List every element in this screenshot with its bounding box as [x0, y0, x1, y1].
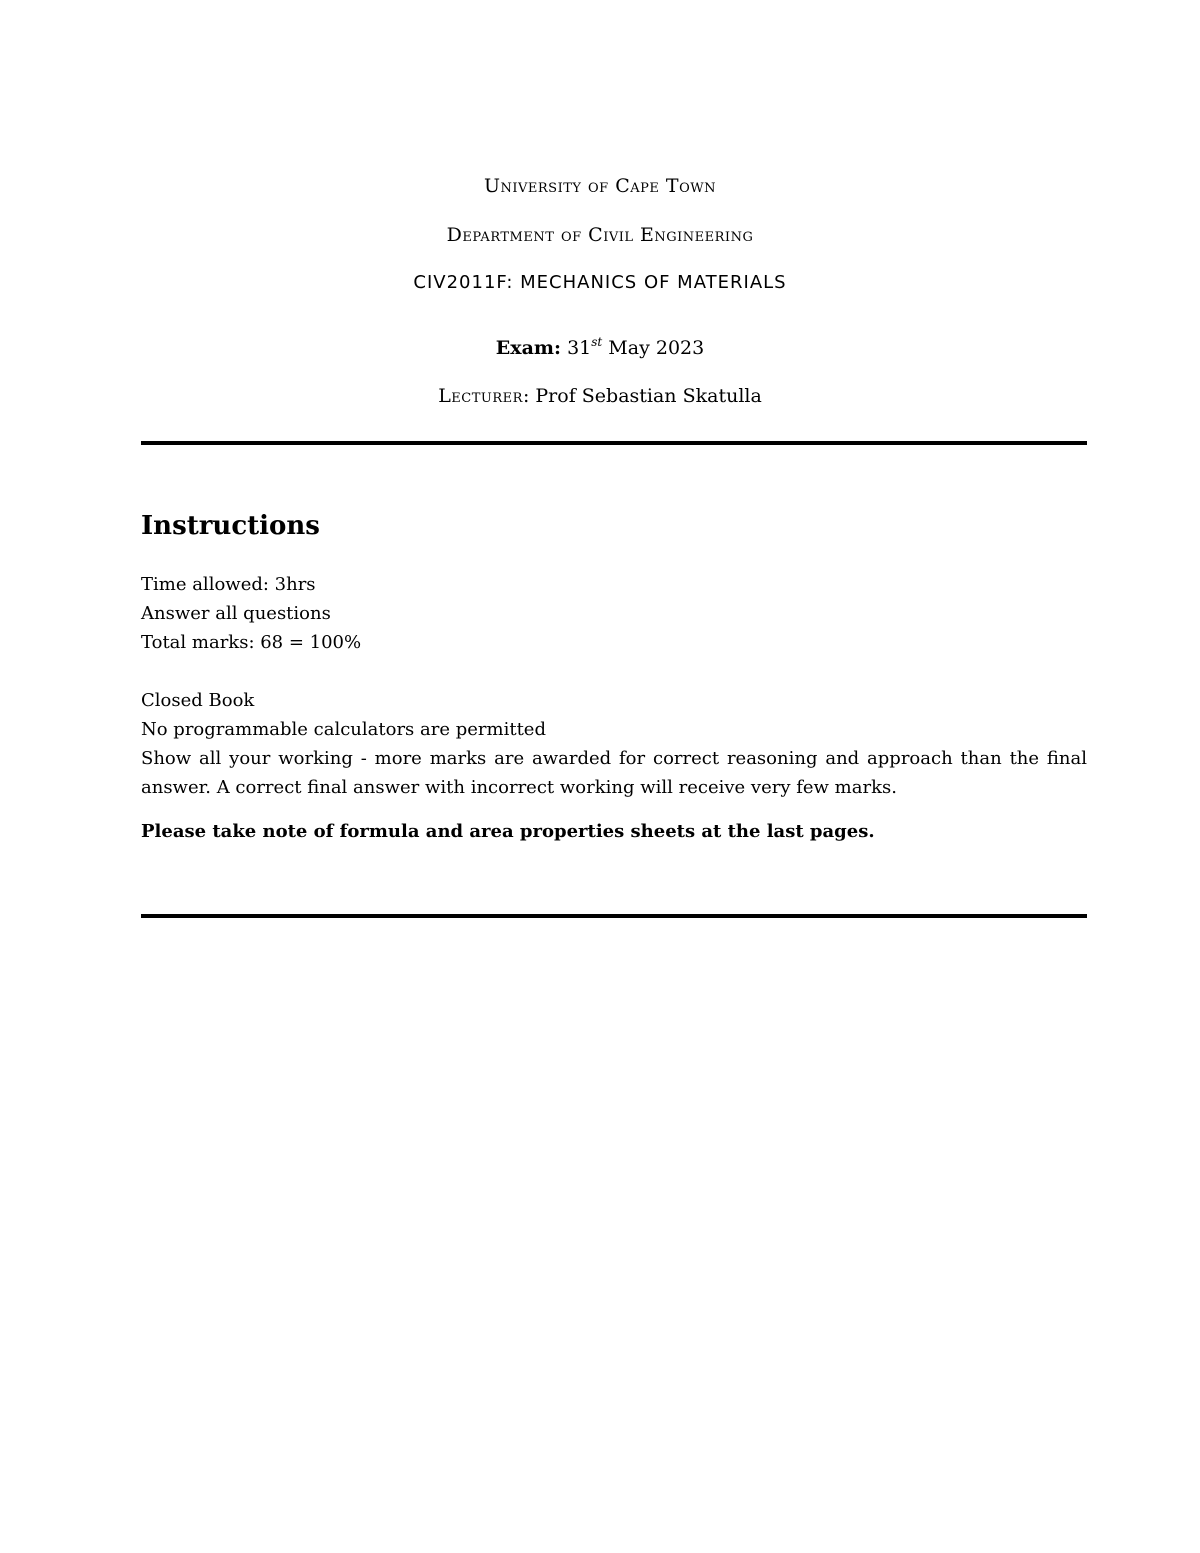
time-allowed: Time allowed: 3hrs — [141, 574, 316, 595]
answer-all: Answer all questions — [141, 603, 331, 624]
university-name: University of Cape Town — [483, 175, 716, 197]
formula-sheet-note: Please take note of formula and area properties sheets at the last pages. — [141, 821, 875, 842]
lecturer-name: Prof Sebastian Skatulla — [535, 385, 762, 407]
department-name: Department of Civil Engineering — [446, 224, 754, 246]
show-working: Show all your working - more marks are awarded for correct reasoning and approach than the final answer. A correct final answer with incorrect working will receive very few marks. — [141, 748, 1087, 798]
closed-book: Closed Book — [141, 690, 255, 711]
course-title: CIV2011F: MECHANICS OF MATERIALS — [413, 272, 787, 293]
top-divider — [141, 441, 1087, 445]
lecturer-line: Lecturer: Prof Sebastian Skatulla — [438, 385, 762, 407]
exam-day: 31 — [567, 337, 592, 359]
exam-date — [0, 336, 1200, 360]
total-marks: Total marks: 68 = 100% — [141, 632, 362, 653]
exam-label: Exam: — [495, 337, 562, 359]
instructions-block-1 — [141, 570, 1087, 657]
bottom-divider — [141, 914, 1087, 918]
no-calculators: No programmable calculators are permitted — [141, 719, 546, 740]
exam-day-suffix: st — [591, 335, 603, 349]
exam-month-year: May 2023 — [608, 337, 705, 359]
instructions-block-2 — [141, 686, 1087, 802]
instructions-heading: Instructions — [141, 511, 320, 541]
lecturer-label: Lecturer — [438, 385, 523, 407]
